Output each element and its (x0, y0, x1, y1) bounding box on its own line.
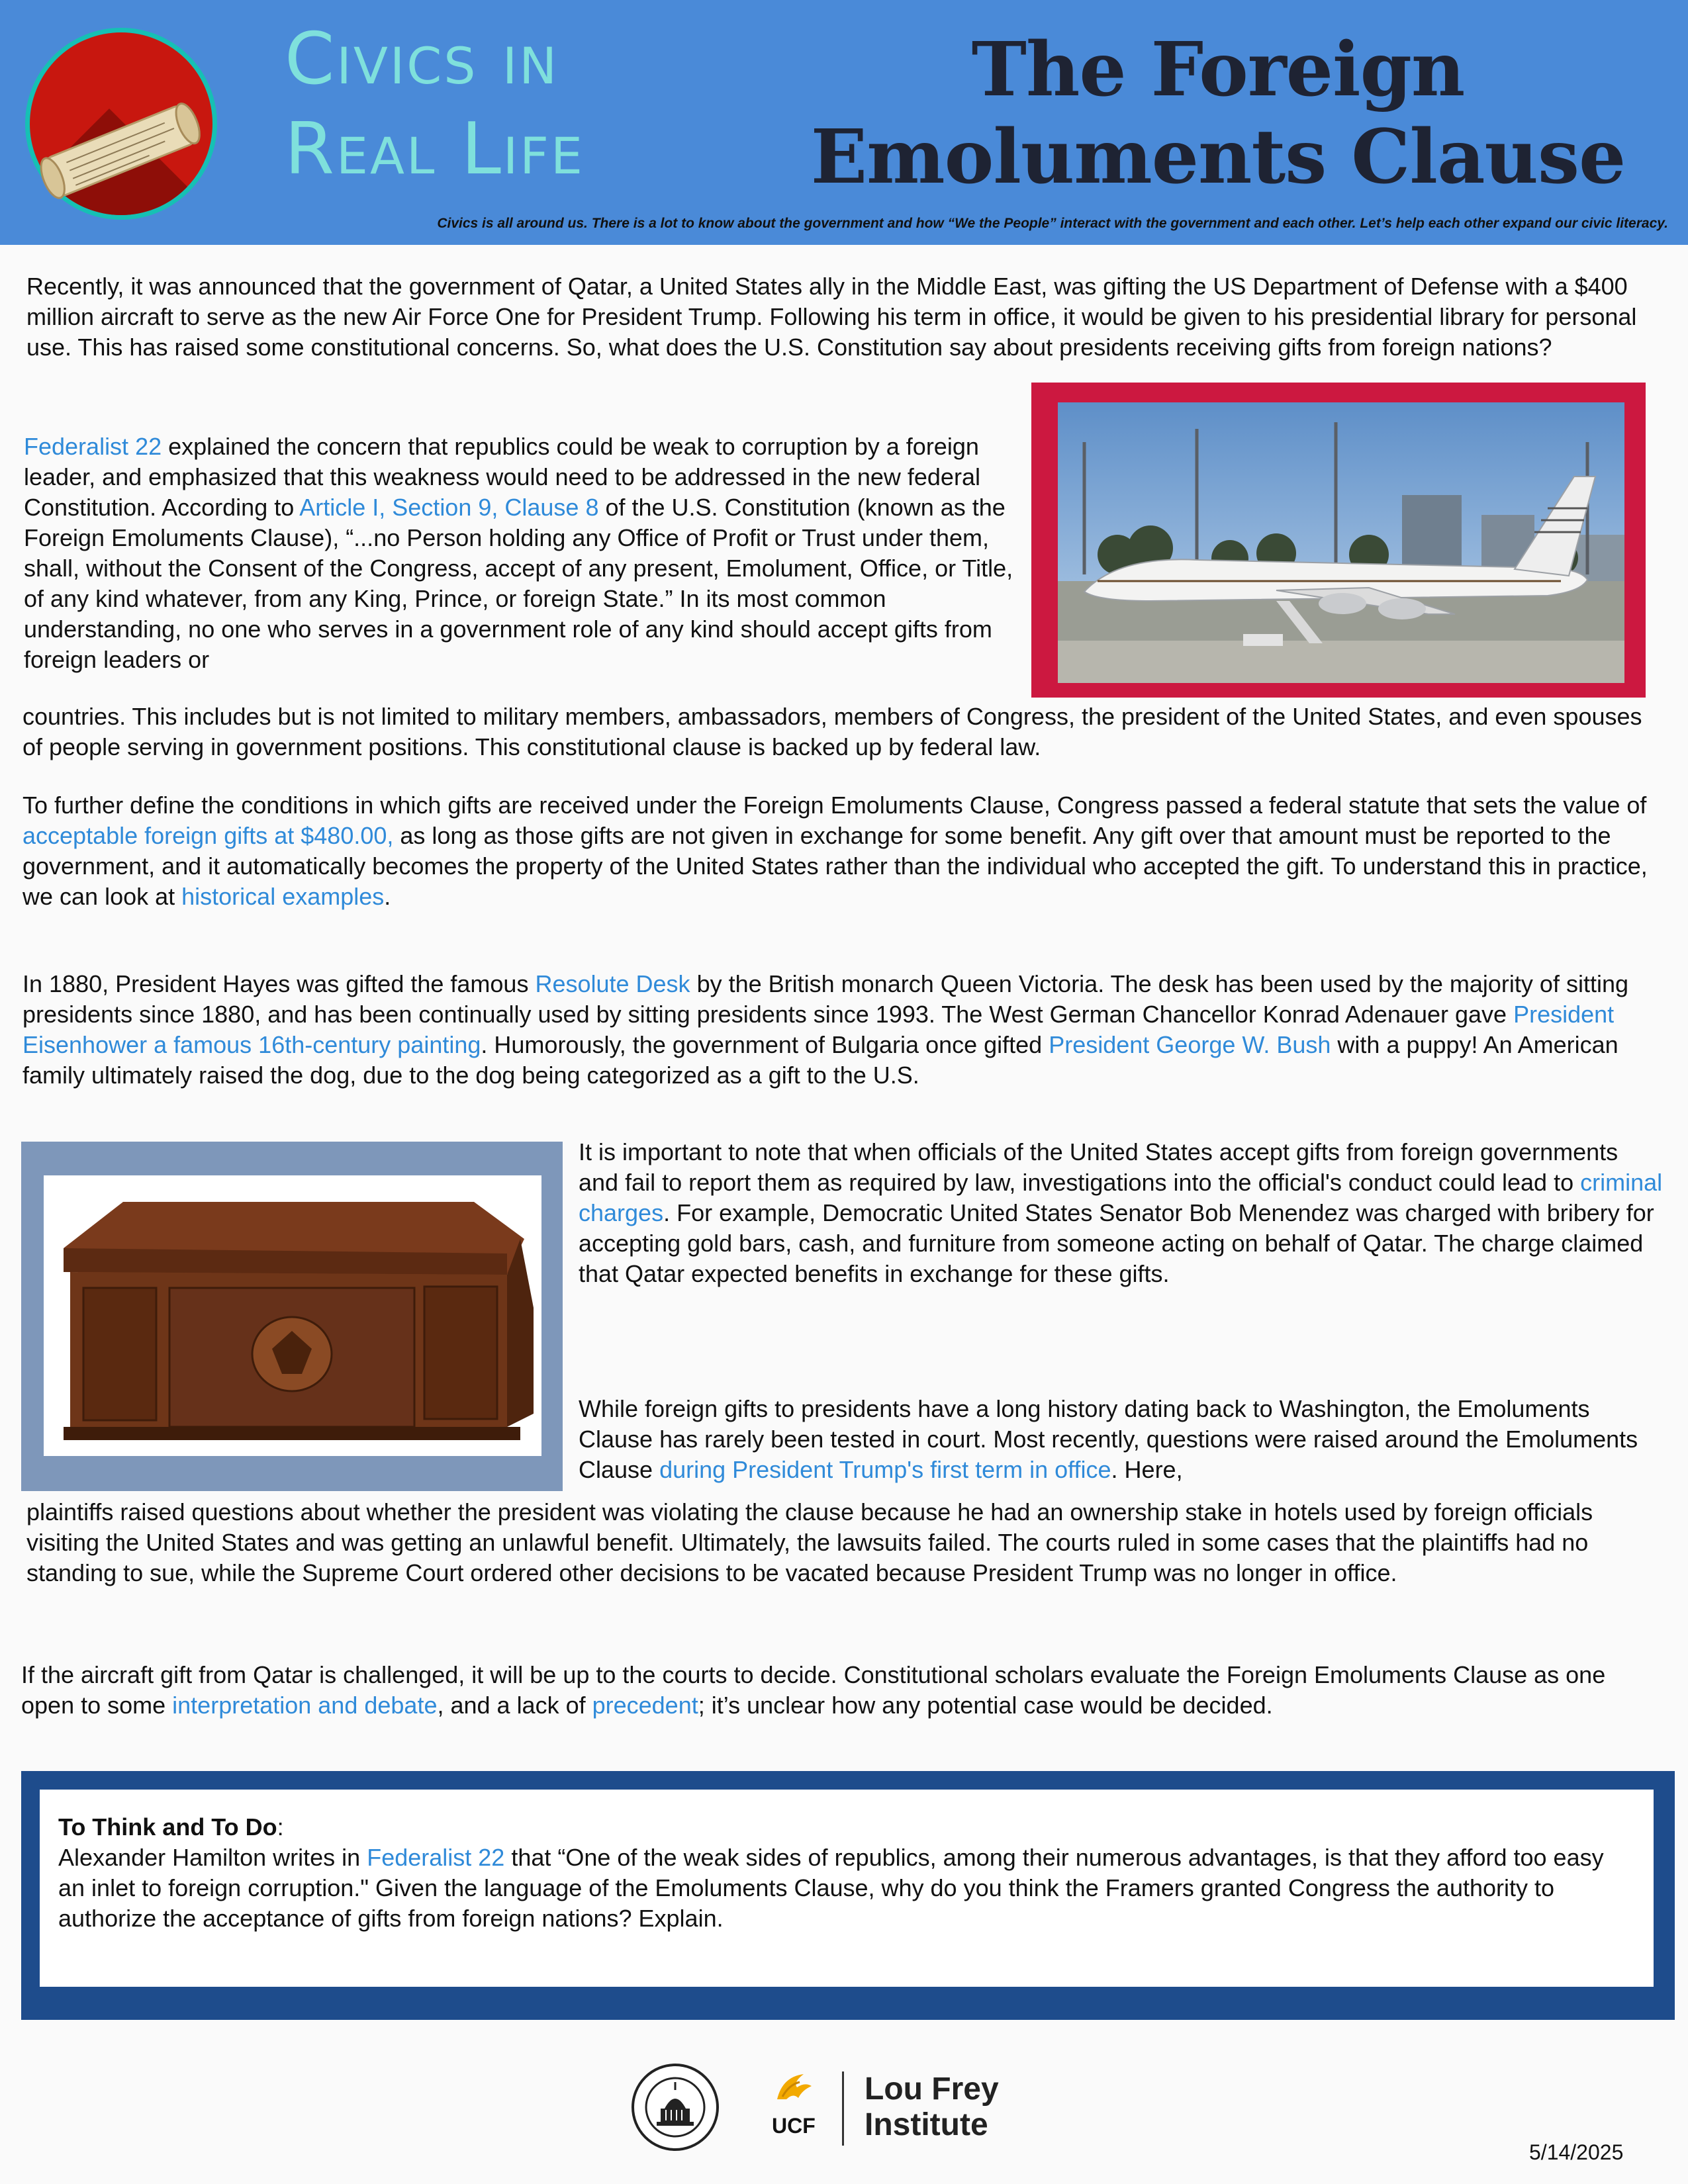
george-w-bush-link[interactable]: President George W. Bush (1049, 1031, 1331, 1058)
ucf-pegasus-icon (773, 2070, 816, 2107)
resolute-desk-photo (44, 1175, 541, 1456)
federalist-paragraph-continued: countries. This includes but is not limited to military members, ambassadors, members of Congress, the president of the United States, and even spouses of people serving in government positions. This constitutional clause is backed up by federal law. (23, 703, 1642, 760)
think-and-do-heading: To Think and To Do (58, 1813, 277, 1841)
trump-first-term-link[interactable]: during President Trump's first term in office (659, 1456, 1111, 1483)
florida-joint-center-seal (630, 2062, 720, 2152)
article-1-section-9-link[interactable]: Article I, Section 9, Clause 8 (299, 494, 599, 521)
criminal-charges-paragraph: It is important to note that when officials of the United States accept gifts from foreign governments and fail to report them as required by law, investigations into the official's conduct could lead to criminal charges. For example, Democratic United States Senator Bob Menendez was charged with bribery for accepting gold bars, cash, and furniture from someone acting on behalf of Qatar. The charge claimed that Qatar expected benefits in exchange for these gifts. (579, 1138, 1663, 1287)
eisenhower-painting-link[interactable]: President Eisenhower a famous 16th-century painting (23, 1001, 1615, 1058)
scroll-icon (25, 52, 217, 244)
federalist-paragraph: Federalist 22 explained the concern that republics could be weak to corruption by a foreign leader, and emphasized that this weakness would need to be addressed in the new federal Constitution. According to Article I, Section 9, Clause 8 of the U.S. Constitution (known as the Foreign Emoluments Clause), “...no Person holding any Office of Profit or Trust under them, shall, without the Consent of the Congress, accept of any present, Emolument, Office, or Title, of any kind whatever, from any King, Prince, or foreign State.” In its most common understanding, no one who serves in a government role of any kind should accept gifts from foreign leaders or (24, 433, 1013, 673)
federalist-22-link-2[interactable]: Federalist 22 (367, 1844, 505, 1871)
resolute-desk-link[interactable]: Resolute Desk (535, 970, 690, 997)
conclusion-paragraph: If the aircraft gift from Qatar is challenged, it will be up to the courts to decide. Constitutional scholars evaluate the Foreign Emoluments Clause as one open to some interpretation and debate, and a lack of precedent; it’s unclear how any potential case would be decided. (21, 1661, 1606, 1719)
think-and-do-text: To Think and To Do: Alexander Hamilton writes in Federalist 22 that “One of the weak sides of republics, among their numerous advantages, is that they afford too easy an inlet to foreign corruption." Given the language of the Emoluments Clause, why do you think the Framers granted Congress the authority to authorize the acceptance of gifts from foreign nations? Explain. (58, 1813, 1604, 1932)
tagline: Civics is all around us. There is a lot to know about the government and how “We the People” interact with the government and each other. Let’s help each other expand our civic literacy. (437, 216, 1668, 231)
court-paragraph-continued: plaintiffs raised questions about whether the president was violating the clause because he had an ownership stake in hotels used by foreign officials visiting the United States and was getting an unlawful benefit. Ultimately, the lawsuits failed. The courts ruled in some cases that the plaintiffs had no standing to sue, while the Supreme Court ordered other decisions to be vacated because President Trump was no longer in office. (26, 1498, 1593, 1586)
precedent-link[interactable]: precedent (592, 1692, 698, 1719)
brand-line-1: Civics in (285, 18, 559, 101)
publication-date: 5/14/2025 (1529, 2140, 1624, 2164)
statute-paragraph: To further define the conditions in which gifts are received under the Foreign Emoluments Clause, Congress passed a federal statute that sets the value of acceptable foreign gifts at $480.00, as long as those gifts are not given in exchange for some benefit. Any gift over that amount must be reported to the government, and it automatically becomes the property of the United States rather than the individual who accepted the gift. To understand this in practice, we can look at historical examples. (23, 792, 1648, 910)
historical-examples-link[interactable]: historical examples (181, 883, 385, 910)
interpretation-debate-link[interactable]: interpretation and debate (172, 1692, 438, 1719)
ucf-wordmark: UCF (772, 2114, 816, 2138)
page-title (761, 26, 1675, 201)
lou-frey-institute-wordmark: Lou Frey Institute (865, 2071, 999, 2142)
intro-paragraph: Recently, it was announced that the government of Qatar, a United States ally in the Middle East, was gifting the US Department of Defense with a $400 million aircraft to serve as the new Air Force One for President Trump. Following his term in office, it would be given to his presidential library for personal use. This has raised some constitutional concerns. So, what does the U.S. Constitution say about presidents receiving gifts from foreign nations? (26, 273, 1637, 361)
federalist-22-link[interactable]: Federalist 22 (24, 433, 162, 460)
history-paragraph: In 1880, President Hayes was gifted the famous Resolute Desk by the British monarch Queen Victoria. The desk has been used by the majority of sitting presidents since 1880, and has been continually used by sitting presidents since 1993. The West German Chancellor Konrad Adenauer gave President Eisenhower a famous 16th-century painting. Humorously, the government of Bulgaria once gifted President George W. Bush with a puppy! An American family ultimately raised the dog, due to the dog being categorized as a gift to the U.S. (23, 970, 1628, 1089)
court-paragraph: While foreign gifts to presidents have a long history dating back to Washington, the Emoluments Clause has rarely been tested in court. Most recently, questions were raised around the Emoluments Clause during President Trump's first term in office. Here, (579, 1395, 1638, 1483)
acceptable-gifts-link[interactable]: acceptable foreign gifts at $480.00, (23, 822, 394, 849)
title-line-2: Emoluments Clause (810, 114, 1626, 201)
criminal-charges-link[interactable]: criminal charges (579, 1169, 1663, 1226)
brand-line-2: Real Life (285, 108, 585, 191)
brand-wordmark (285, 15, 708, 195)
title-line-1: The Foreign (971, 26, 1465, 113)
footer-divider (842, 2071, 844, 2146)
aircraft-photo (1058, 402, 1624, 683)
